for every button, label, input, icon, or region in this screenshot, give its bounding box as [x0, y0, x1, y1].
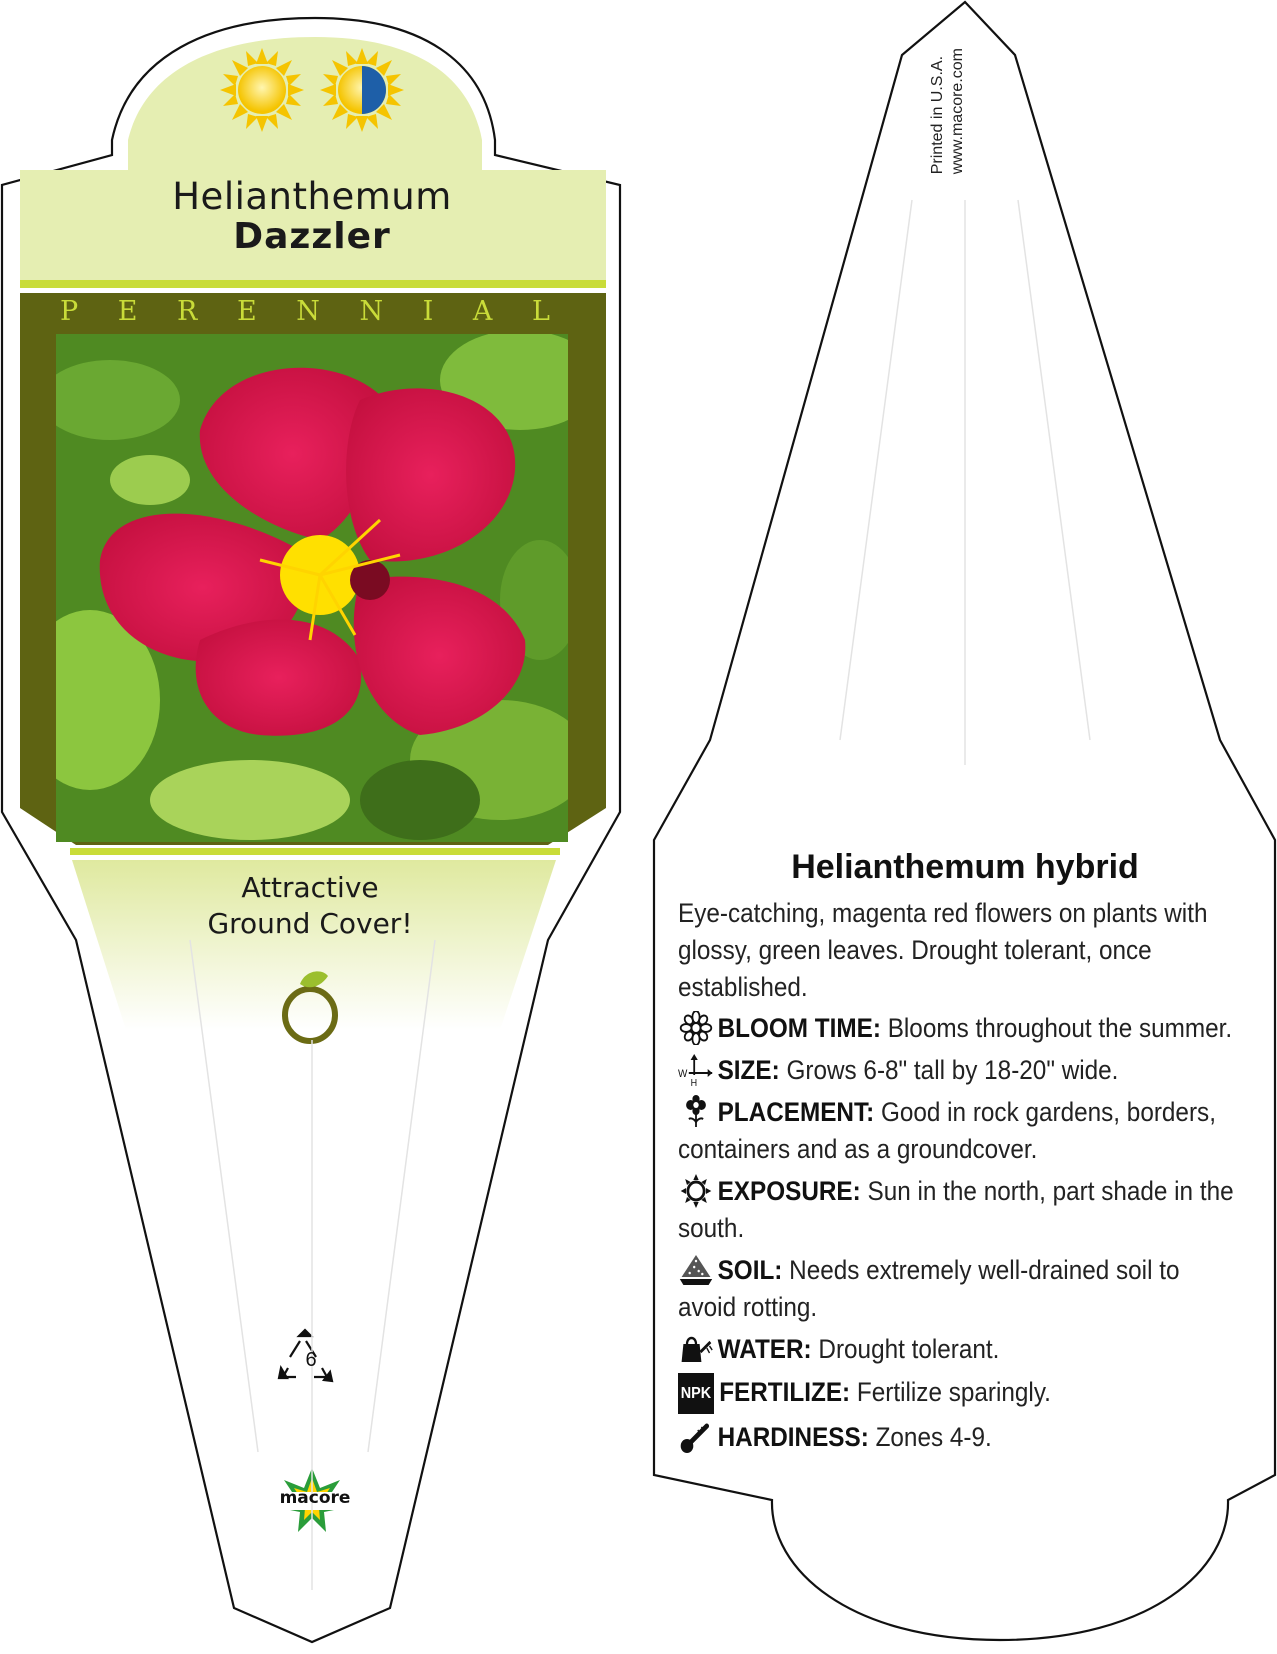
category-letter: A: [472, 296, 493, 327]
tagline-line-1: Attractive: [241, 871, 379, 904]
detail-text: Blooms throughout the summer.: [887, 1013, 1233, 1043]
detail-label: PLACEMENT:: [717, 1097, 875, 1127]
detail-label: EXPOSURE:: [717, 1176, 861, 1206]
category-letter: E: [117, 296, 138, 327]
printed-country: Printed in U.S.A.: [929, 55, 946, 175]
detail-label: FERTILIZE:: [719, 1377, 851, 1407]
svg-text:W: W: [678, 1068, 688, 1081]
category-label: [40, 296, 570, 330]
brand-name: macore: [279, 1488, 351, 1508]
detail-text: Drought tolerant.: [818, 1334, 1000, 1364]
detail-text: Grows 6-8" tall by 18-20" wide.: [786, 1055, 1119, 1085]
detail-text: Needs extremely well-drained soil to avoid rotting.: [678, 1255, 1180, 1322]
category-letter: I: [422, 296, 434, 327]
full-sun-icon: [220, 48, 304, 132]
detail-label: SOIL:: [717, 1255, 783, 1285]
plant-photo: [20, 330, 600, 842]
part-shade-icon: [320, 48, 404, 132]
category-letter: E: [236, 296, 257, 327]
lime-stripe-top: [20, 280, 606, 288]
tagline-line-2: Ground Cover!: [207, 907, 413, 940]
sun-icon: [678, 1174, 714, 1208]
detail-water: [678, 1331, 1236, 1368]
detail-size: [678, 1052, 1236, 1089]
detail-text: Good in rock gardens, borders, containers and as a groundcover.: [678, 1097, 1216, 1164]
botanical-title: Helianthemum hybrid: [791, 848, 1139, 886]
detail-label: BLOOM TIME:: [717, 1013, 881, 1043]
category-letter: P: [60, 296, 79, 327]
lime-stripe-bottom: [70, 848, 560, 855]
plant-description: Eye-catching, magenta red flowers on plants with glossy, green leaves. Drought tolerant, once established.: [678, 898, 1208, 1002]
thermometer-icon: [678, 1420, 714, 1454]
printed-website: www.macore.com: [949, 48, 966, 175]
recycle-number: 6: [305, 1349, 317, 1371]
flower-icon: [678, 1011, 714, 1045]
category-letter: N: [359, 296, 384, 327]
soil-icon: [678, 1253, 714, 1287]
tagline: [160, 870, 460, 942]
plant-genus: Helianthemum: [172, 175, 452, 218]
detail-soil: [678, 1252, 1236, 1326]
svg-text:H: H: [690, 1077, 698, 1087]
placement-flowers-icon: [678, 1095, 714, 1129]
detail-bloom-time: [678, 1010, 1236, 1047]
size-arrows-icon: [678, 1053, 714, 1087]
category-letter: N: [296, 296, 320, 327]
npk-icon: NPK: [678, 1373, 714, 1414]
category-letter: L: [532, 296, 550, 327]
detail-label: SIZE:: [717, 1055, 780, 1085]
detail-placement: [678, 1094, 1236, 1168]
detail-label: HARDINESS:: [717, 1422, 869, 1452]
detail-fertilize: [678, 1373, 1236, 1414]
detail-text: Zones 4-9.: [875, 1422, 992, 1452]
printed-info: [928, 48, 968, 174]
plant-cultivar: Dazzler: [233, 216, 391, 257]
detail-hardiness: [678, 1419, 1236, 1456]
detail-text: Fertilize sparingly.: [856, 1377, 1051, 1407]
detail-text: Sun in the north, part shade in the south.: [678, 1176, 1234, 1243]
care-info: [678, 895, 1236, 1461]
watering-can-icon: [678, 1332, 714, 1366]
detail-exposure: [678, 1173, 1236, 1247]
detail-label: WATER:: [717, 1334, 812, 1364]
category-letter: R: [177, 296, 198, 327]
